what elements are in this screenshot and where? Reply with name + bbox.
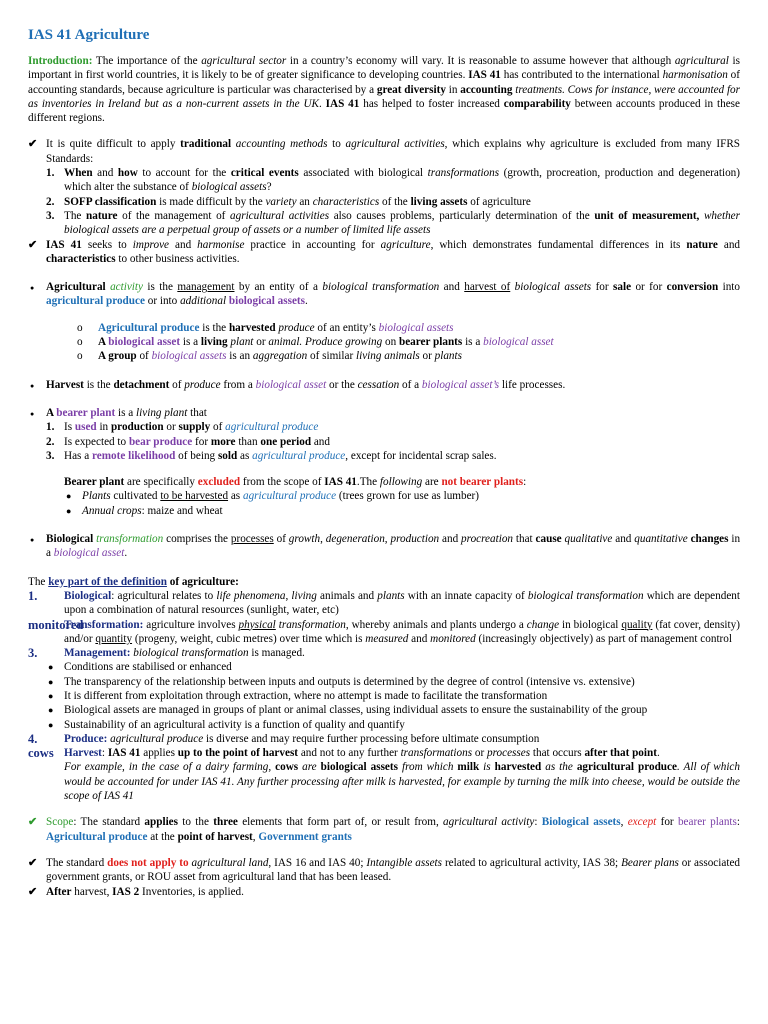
key-item-management: 3. Management: biological transformation is managed. [28,646,305,661]
bearer-criteria-3: 3. Has a remote likelihood of being sold as agricultural produce, except for incidental scrap sales. [46,449,497,462]
check-item-after-harvest: ✔ After harvest, IAS 2 Inventories, is applied. [28,885,244,898]
list-item: ● Conditions are stabilised or enhanced [48,661,232,674]
list-item: ● The transparency of the relationship between inputs and outputs is determined by the degree of control (intensive vs. extensive) [48,675,635,688]
key-item-transformation: monitored Transformation: agriculture involves physical transformation, whereby animals and plants undergo a change in biological quality (fat cover, density) and/or quantity (progeny, weight, cubic metres) over time which is measured and monitored (increasingly objectively) as part of management control [28,617,740,645]
list-item: ● Biological assets are managed in groups of plant or animal classes, using individual assets to ensure the sustainability of the group [48,704,648,717]
management-bullets [28,660,740,731]
check-icon: ✔ [28,238,38,251]
page-title: IAS 41 Agriculture [28,27,150,43]
bullet-icon: ● [30,381,35,390]
bullet-icon: ● [30,409,35,418]
bearer-criteria-1: 1. Is used in production or supply of agricultural produce [46,421,319,434]
check-item-scope: ✔ Scope: The standard applies to the three elements that form part of, or result from, agricultural activity: Biological assets, except for bearer plants: Agricultural produce at the point of harvest, Government grants [28,816,741,843]
circle-bullet-icon: o [77,350,83,363]
exclusion-note: Bearer plant are specifically excluded from the scope of IAS 41.The following are not bearer plants: [64,476,527,489]
key-item-harvest: cows Harvest: IAS 41 applies up to the point of harvest and not to any further transformations or processes that occurs after that point. For example, in the case of a dairy farming, cows are biological assets from which milk is harvested as the agricultural produce. All of which would be accounted for under IAS 41. Any further processing after milk is harvested, for example by turning the milk into cheese, would be outside the scope of IAS 41 [28,746,740,803]
numbered-item-2: 2. SOFP classification is made difficult by the variety an characteristics of the living assets of agriculture [46,195,531,208]
check-icon: ✔ [28,856,38,869]
bearer-criteria-2: 2. Is expected to bear produce for more than one period and [46,435,330,448]
circle-bullet-icon: o [77,321,83,334]
exclusion-item-annual-crops: ● Annual crops: maize and wheat [66,504,223,517]
bullet-harvest: ● Harvest is the detachment of produce from a biological asset or the cessation of a biological asset’s life processes. [28,378,740,392]
check-item-ias41: ✔ IAS 41 seeks to improve and harmonise practice in accounting for agriculture, which demonstrates fundamental differences in its nature and characteristics to other business activities. [28,238,741,265]
bullet-icon: ● [66,491,72,502]
list-item: ● It is different from exploitation through extraction, where no attempt is made to facilitate the transformation [48,689,548,702]
bullet-biological-transformation: ● Biological transformation comprises the processes of growth, degeneration, production and procreation that cause qualitative and quantitative changes in a biological asset. [30,533,741,560]
bullet-icon: ● [48,676,54,687]
circle-bullet-icon: o [77,336,83,349]
check-icon: ✔ [28,885,38,898]
bullet-icon: ● [48,719,54,730]
numbered-item-1: 1. When and how to account for the critical events associated with biological transformations (growth, procreation, production and degeneration) which alter the substance of biological assets? [46,167,740,194]
exclusion-item-plants: ● Plants cultivated to be harvested as agricultural produce (trees grown for use as lumber) [66,490,479,503]
numbered-item-3: 3. The nature of the management of agricultural activities also causes problems, particularly determination of the unit of measurement, whether biological assets are a perpetual group of assets or a number of limited life assets [46,209,740,237]
key-item-produce: 4. Produce: agricultural produce is diverse and may require further processing before ultimate consumption [28,731,540,746]
bullet-bearer-plant: ● A bearer plant is a living plant that [28,406,740,420]
document-page [28,26,740,899]
bullet-icon: ● [48,705,54,716]
sub-item-group: o A group of biological assets is an aggregation of similar living animals or plants [77,350,462,363]
list-item: ● Sustainability of an agricultural activity is a function of quality and quantify [48,718,405,731]
key-definition-heading: The key part of the definition of agriculture: [28,575,239,588]
intro-label: Introduction: [28,55,93,67]
bullet-icon: ● [66,505,72,516]
key-item-biological: 1. Biological: agricultural relates to life phenomena, living animals and plants with an innate capacity of biological transformation which are dependent upon a combination of natural resources (sunlight, water, etc) [28,588,740,617]
bullet-agricultural-activity: ● Agricultural activity is the management by an entity of a biological transformation and harvest of biological assets for sale or for conversion into agricultural produce or into additional biological assets. [30,281,741,308]
bullet-icon: ● [48,662,54,673]
sub-item-agricultural-produce: o Agricultural produce is the harvested produce of an entity’s biological assets [77,321,454,334]
check-item-traditional: ✔ It is quite difficult to apply traditional accounting methods to agricultural activities, which explains why agriculture is excluded from many IFRS Standards: [28,138,740,165]
check-icon: ✔ [28,816,38,829]
bullet-icon: ● [30,536,35,545]
intro-paragraph: Introduction: The importance of the agricultural sector in a country’s economy will vary. It is reasonable to assume however that although agricultural is important in first world countries, it is likely to be of greater significance to developing countries. IAS 41 has contributed to the international harmonisation of accounting standards, because agriculture is particular was characterised by a great diversity in accounting treatments. Cows for instance, were accounted for as inventories in Ireland but as a non-current assets in the UK. IAS 41 has helped to foster increased comparability between accounts produced in these different regions. [28,55,741,125]
check-item-not-apply: ✔ The standard does not apply to agricultural land, IAS 16 and IAS 40; Intangible assets related to agricultural activity, IAS 38; Bearer plans or associated government grants, or ROU asset from agricultural land that has been leased. [28,856,741,884]
bullet-icon: ● [30,284,35,293]
bullet-icon: ● [48,690,54,701]
check-icon: ✔ [28,138,38,151]
sub-item-biological-asset: o A biological asset is a living plant or animal. Produce growing on bearer plants is a biological asset [77,336,554,349]
